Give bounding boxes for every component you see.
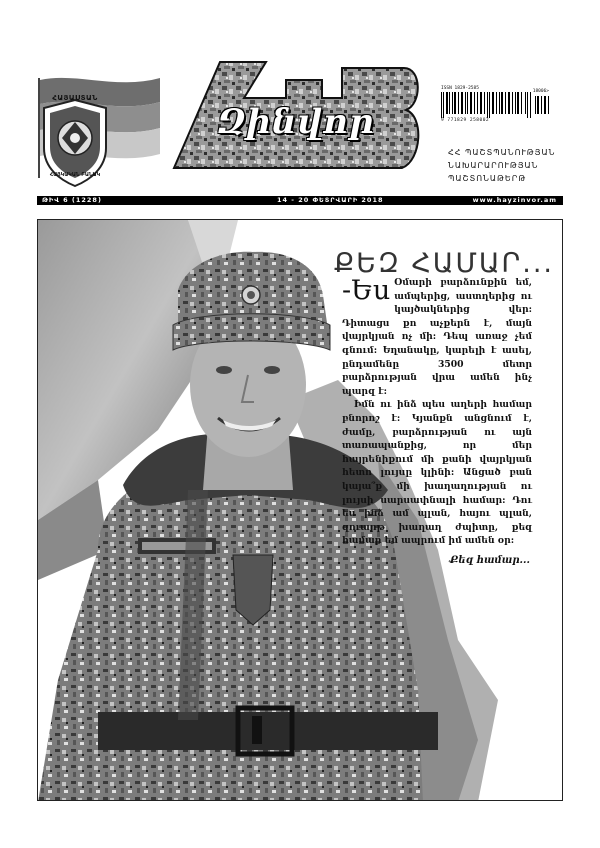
publisher-line-2: ՆԱԽԱՐԱՐՈՒԹՅԱՆ [448,161,539,170]
cover-frame [37,219,563,801]
article-paragraph-1 [342,276,532,398]
barcode-block [437,76,555,124]
armenian-flag-emblem [36,72,162,190]
publisher-line-1: ՀՀ ՊԱՇՏՊԱՆՈՒԹՅԱՆ [448,148,556,157]
publisher-line-3: ՊԱՇՏՈՆԱԹԵՐԹ [448,174,527,183]
article-paragraph-1-text: Օմարի բարձունքին եմ, ամպերից, աստղերից ու կայծակներից վեր: Դիտացս քո աչքերն է, մայն վայրկյան ոչ մի: Դեպ առաջ չեմ գնում: Եղանակը, կարելի է ասել, ընդամենը 3500 մետր բարձրության վրա ամեն ինչ պարզ է: [342,277,532,397]
article-signature: Քեզ համար... [449,554,530,566]
cover-article [342,276,532,567]
barcode-digits: 9 771829 258002 [441,118,490,123]
barcode-icon [441,92,551,118]
flag-label: ՀԱՅԱՍՏԱՆ [52,94,98,102]
logo-title: Զինվոր [217,102,375,142]
cover-headline: ՔԵԶ ՀԱՄԱՐ... [333,248,554,279]
issue-date: 14 - 20 ՓԵՏՐՎԱՐԻ 2018 [277,196,384,204]
issue-info-bar [37,196,563,205]
emblem-caption: ՀԱՅԿԱԿԱՆ ԲԱՆԱԿ [49,172,101,178]
article-lead-word: -Ես [342,275,391,306]
issue-number: ԹԻՎ 6 (1228) [42,196,102,204]
publisher-statement [448,146,568,185]
newspaper-logo [166,58,424,182]
issn-number: ISSN 1829-2585 [441,86,479,91]
article-paragraph-2: Իմն ու ինձ պես աղերի համար բնորոշ է: Կյանքն անցնում է, ժամը, բարձրության ու այն տառապանքից, որ մեր հայրենիքում մի քանի վայրկյան հետո լույսը կլինի: Անցած բան կայա՞ք մի խաղաղության ու լույսի սարսափնալի համար: Դու ես ինձ ամ պլան, հայու պլան, զուարթ խաղաղ ժպիտը, քեզ համար եմ ապրում իմ ամեն օր: [342,399,532,547]
issn-addon: 18006> [532,89,549,94]
website-link[interactable]: www.hayzinvor.am [472,196,557,204]
